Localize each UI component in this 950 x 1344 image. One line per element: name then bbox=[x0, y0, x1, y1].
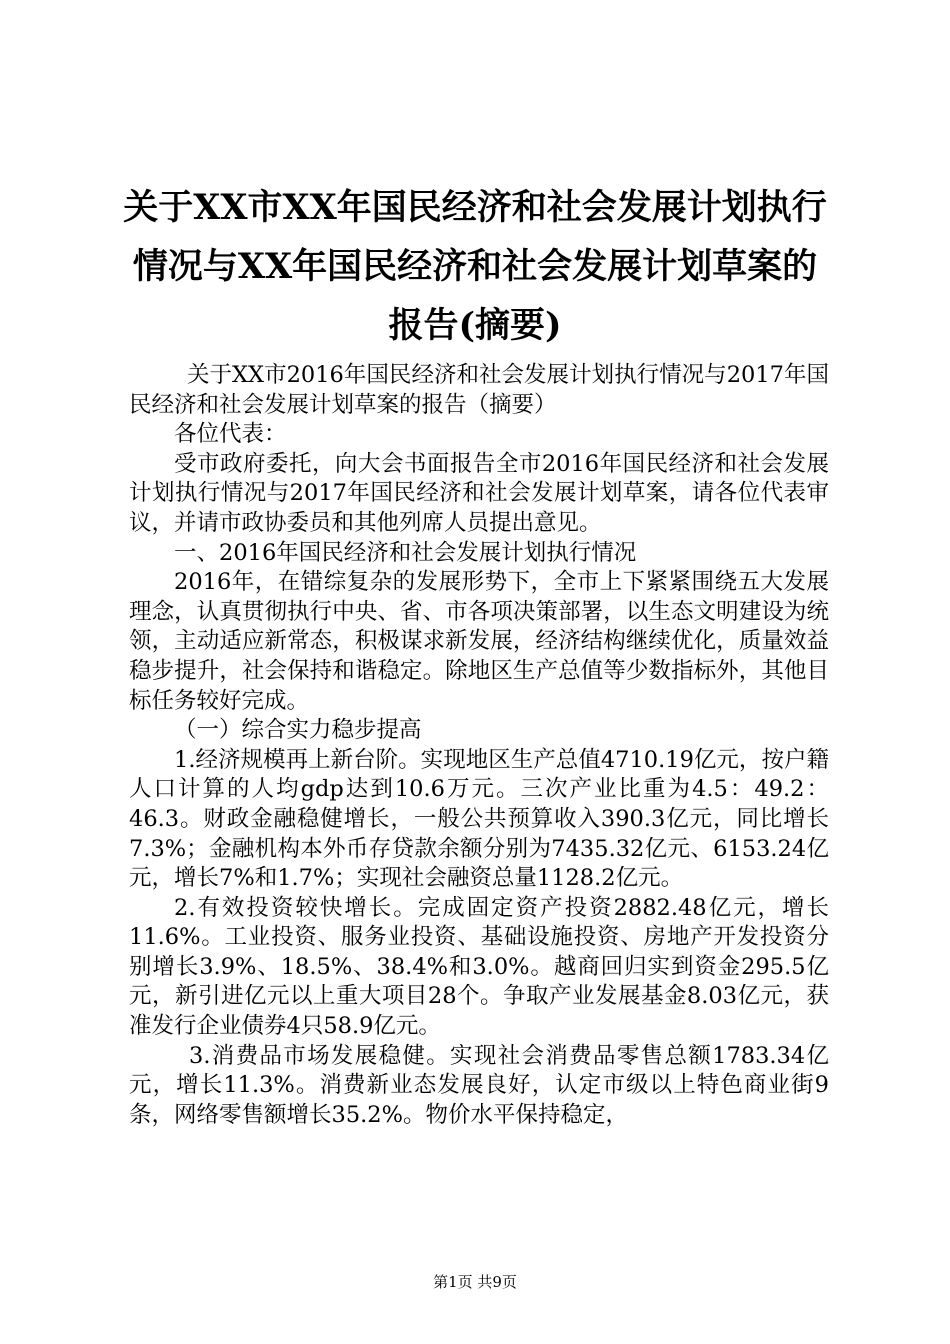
page-footer: 第1页 共9页 bbox=[433, 1273, 517, 1291]
paragraph-overview: 2016年，在错综复杂的发展形势下，全市上下紧紧围绕五大发展理念，认真贯彻执行中央、省、市各项决策部署，以生态文明建设为统领，主动适应新常态，积极谋求新发展，经济结构继续优化，质量效益稳步提升，社会保持和谐稳定。除地区生产总值等少数指标外，其他目标任务较好完成。 bbox=[129, 569, 829, 714]
paragraph-item-2: 2.有效投资较快增长。完成固定资产投资2882.48亿元，增长11.6%。工业投资、服务业投资、基础设施投资、房地产开发投资分别增长3.9%、18.5%、38.4%和3.0%。越商回归实到资金295.5亿元，新引进亿元以上重大项目28个。争取产业发展基金8.03亿元，获准发行企业债券4只58.9亿元。 bbox=[129, 894, 829, 1040]
paragraph-salutation: 各位代表： bbox=[174, 421, 287, 448]
title-line-1: 关于XX市XX年国民经济和社会发展计划执行 bbox=[123, 187, 827, 228]
paragraph-item-1: 1.经济规模再上新台阶。实现地区生产总值4710.19亿元，按户籍人口计算的人均gdp达到10.6万元。三次产业比重为4.5：49.2：46.3。财政金融稳健增长，一般公共预算收入390.3亿元，同比增长7.3%；金融机构本外币存贷款余额分别为7435.32亿元、6153.24亿元，增长7%和1.7%；实现社会融资总量1128.2亿元。 bbox=[129, 746, 829, 892]
paragraph-item-3: 3.消费品市场发展稳健。实现社会消费品零售总额1783.34亿元，增长11.3%。消费新业态发展良好，认定市级以上特色商业街9条，网络零售额增长35.2%。物价水平保持稳定， bbox=[129, 1042, 829, 1128]
subsection-heading-1: （一）综合实力稳步提高 bbox=[174, 717, 422, 744]
document-body bbox=[129, 361, 829, 1130]
paragraph-report-title: 关于XX市2016年国民经济和社会发展计划执行情况与2017年国民经济和社会发展计划草案的报告（摘要） bbox=[129, 362, 829, 418]
section-heading-1: 一、2016年国民经济和社会发展计划执行情况 bbox=[174, 539, 637, 566]
title-line-2: 情况与XX年国民经济和社会发展计划草案的 bbox=[132, 246, 818, 287]
document-title bbox=[110, 178, 840, 355]
paragraph-intro: 受市政府委托，向大会书面报告全市2016年国民经济和社会发展计划执行情况与2017年国民经济和社会发展计划草案，请各位代表审议，并请市政协委员和其他列席人员提出意见。 bbox=[129, 450, 829, 536]
title-line-3: 报告(摘要) bbox=[388, 305, 562, 346]
